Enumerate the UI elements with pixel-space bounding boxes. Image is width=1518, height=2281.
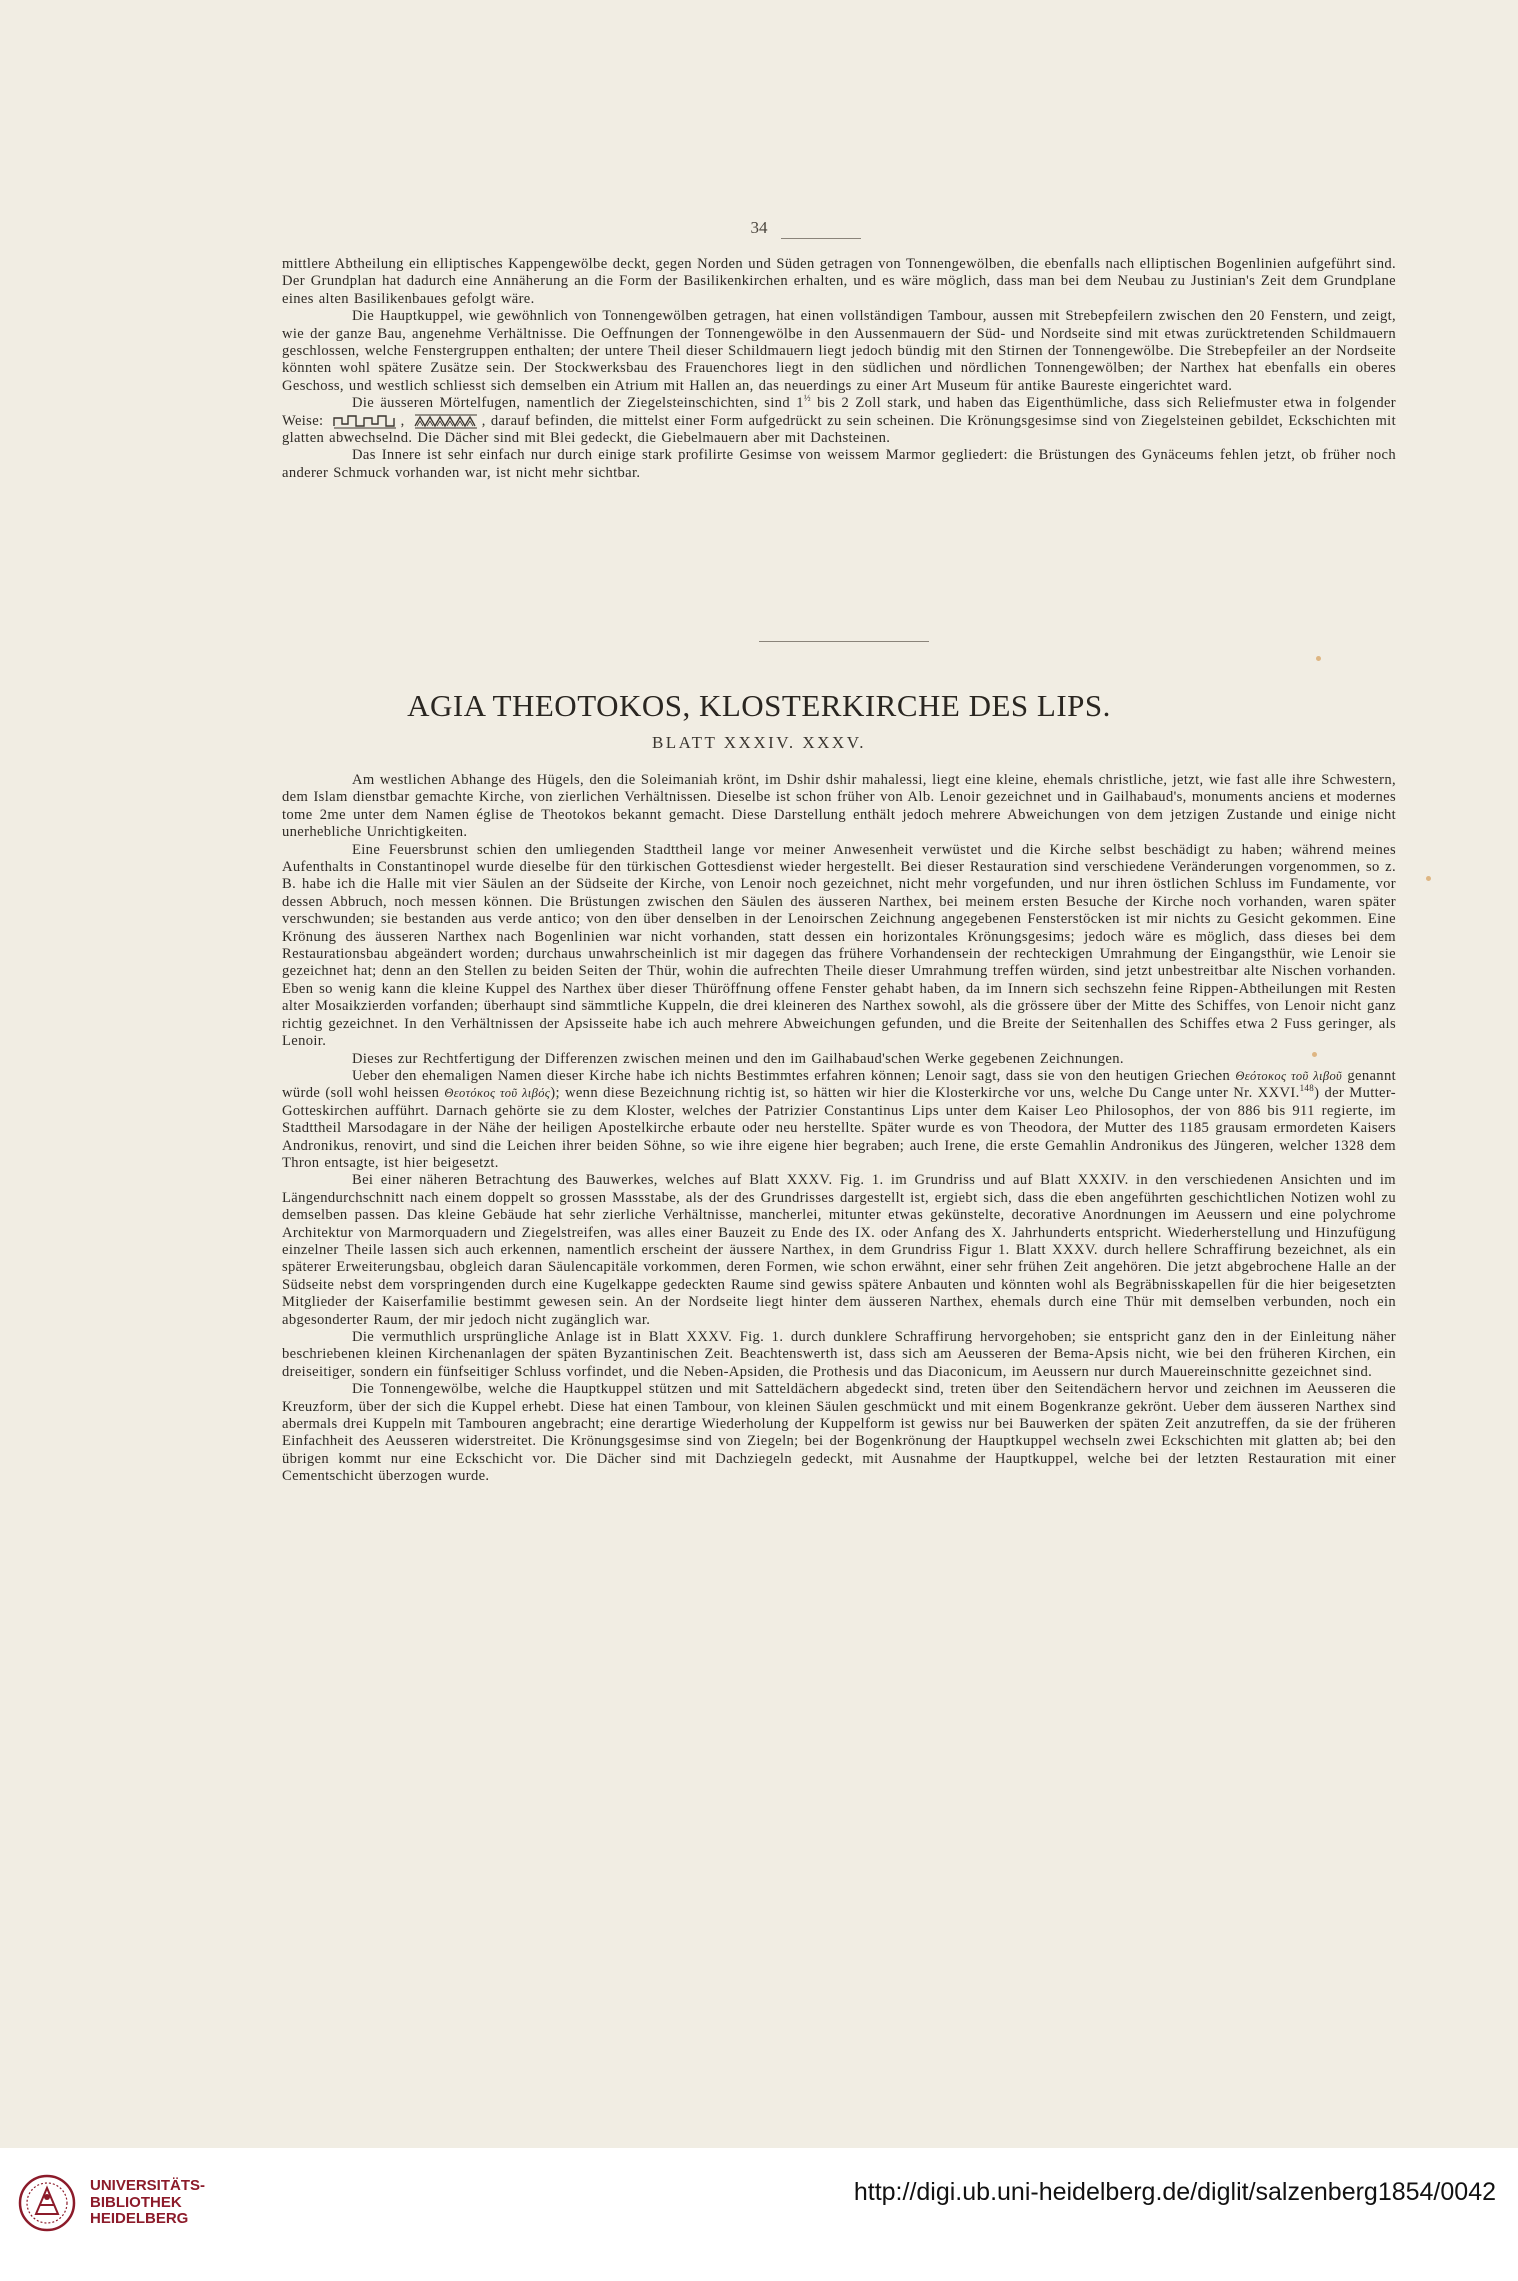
ueber-text-1: Ueber den ehemaligen Namen dieser Kirche habe ich nichts Bestimmtes erfahren können; Lenoir sagt, dass sie von den heutigen Griechen — [352, 1067, 1236, 1084]
top-text-block — [282, 256, 1396, 482]
paragraph-innere: Das Innere ist sehr einfach nur durch einige stark profilirte Gesimse von weissem Marmor gegliedert: die Brüstungen des Gynäceums fehlen jetzt, ob früher noch anderer Schmuck vorhanden war, ist nicht mehr sichtbar. — [282, 447, 1396, 481]
foxing-spot — [1316, 656, 1321, 661]
greek-name-2: Θεοτόκος τοῦ λιβός — [444, 1086, 551, 1101]
foxing-spot — [1426, 876, 1431, 881]
paragraph-westlichen: Am westlichen Abhange des Hügels, den die Soleimaniah krönt, im Dshir dshir mahalessi, liegt eine kleine, ehemals christliche, jetzt, wie fast alle ihre Schwestern, dem Islam dienstbar gemachte Kirche, von zierlichen Verhältnissen. Dieselbe ist schon früher von Alb. Lenoir gezeichnet und in Gailhabaud's, monuments anciens et modernes tome 2me unter dem Namen église de Theotokos bekannt gemacht. Diese Darstellung enthält jedoch mehrere Abweichungen von dem jetzigen Zustande und einige nicht unerhebliche Unrichtigkeiten. — [282, 772, 1396, 841]
meander-ornament-icon — [332, 413, 398, 429]
paragraph-hauptkuppel: Die Hauptkuppel, wie gewöhnlich von Tonnengewölben getragen, hat einen vollständigen Tambour, aussen mit Strebepfeilern zwischen den 20 Fenstern, und zeigt, wie der ganze Bau, angenehme Verhältnisse. Die Oeffnungen der Tonnengewölbe in den Aussenmauern der Süd- und Nordseite sind mit etwas zurücktretenden Schildmauern geschlossen, welche Fenstergruppen enthalten; der untere Theil dieser Schildmauern liegt jedoch bündig mit den Stirnen der Tonnengewölbe. Die Strebepfeiler an der Nordseite könnten wohl spätere Zusätze sein. Der Stockwerksbau des Frauenchores liegt in den südlichen und nördlichen Tonnengewölben; der Narthex hat ebenfalls ein oberes Geschoss, und westlich schliesst sich demselben ein Atrium mit Hallen an, das neuerdings zu einer Art Museum für antike Baureste eingerichtet ward. — [282, 308, 1396, 394]
paragraph-rechtfertigung: Dieses zur Rechtfertigung der Differenzen zwischen meinen und den im Gailhabaud'schen Werke gegebenen Zeichnungen. — [352, 1050, 1124, 1067]
footnote-ref: 148 — [1299, 1083, 1315, 1094]
zigzag-ornament-icon — [413, 413, 479, 429]
library-name-line-2: BIBLIOTHEK — [90, 2193, 182, 2211]
ueber-text-2: genannt würde (soll wohl heissen — [282, 1067, 1397, 1102]
paragraph-moertelfugen — [282, 395, 1396, 447]
main-text-block — [282, 772, 1396, 1486]
paragraph-tonnengewoelbe: Die Tonnengewölbe, welche die Hauptkuppel stützen und mit Satteldächern abgedeckt sind, treten über den Seitendächern hervor und zeichnen im Aeusseren die Kreuzform, über der sich die Kuppel erhebt. Diese hat einen Tambour, von kleinen Säulen geschmückt und mit einem Bogenkranze gekrönt. Ueber dem äusseren Narthex sind abermals drei Kuppeln mit Tambouren angebracht; eine derartige Wiederholung der Kuppelform ist gewiss nur bei Bauwerken der späten Zeit anzutreffen, da sie der früheren Einfachheit des Aeusseren widerstreitet. Die Krönungsgesimse sind von Ziegeln; bei der Bogenkrönung der Hauptkuppel wechseln zwei Eckschichten mit glatten ab; bei den übrigen kommt nur eine Eckschicht vor. Die Dächer sind mit Dachziegeln gedeckt, mit Ausnahme der Hauptkuppel, welche bei der letzten Restauration mit einer Cementschicht überzogen wurde. — [282, 1381, 1396, 1485]
paragraph-anlage: Die vermuthlich ursprüngliche Anlage ist in Blatt XXXV. Fig. 1. durch dunklere Schraffirung hervorgehoben; sie entspricht ganz den in der Einleitung näher beschriebenen kleinen Kirchenanlagen der späten Byzantinischen Zeit. Beachtenswerth ist, dass sich am Aeusseren der Bema-Apsis nicht, wie bei den früheren Kirchen, ein dreiseitiger, sondern ein fünfseitiger Schluss vorfindet, und die Neben-Apsiden, die Prothesis und das Diaconicum, im Aeussern nur durch Mauereinschnitte gezeichnet sind. — [282, 1329, 1396, 1380]
section-subtitle: BLATT XXXIV. XXXV. — [651, 733, 867, 752]
library-name-line-3: HEIDELBERG — [90, 2210, 189, 2227]
paragraph-feuersbrunst: Eine Feuersbrunst schien den umliegenden Stadttheil lange vor meiner Anwesenheit verwüstet und die Kirche selbst beschädigt zu haben; während meines Aufenthalts in Constantinopel wurde dieselbe für den türkischen Gottesdienst wieder hergestellt. Bei dieser Restauration sind verschiedene Veränderungen vorgenommen, so z. B. habe ich die Halle mit vier Säulen an der Südseite der Kirche, von Lenoir noch gezeichnet, nicht mehr vorgefunden, und nur ihren östlichen Schluss im Fundamente, vor dessen Abbruch, noch messen können. Die Brüstungen zwischen den Säulen des äusseren Narthex, bei meinem ersten Besuche der Kirche noch vorhanden, waren später verschwunden; sie bestanden aus verde antico; von den über denselben in der Lenoirschen Zeichnung angegebenen Fensterstöcken ist mir nichts zu Gesicht gekommen. Eine Krönung des äusseren Narthex nach Bogenlinien war nicht vorhanden, statt dessen ein horizontales Krönungsgesims; jedoch wäre es möglich, dass dieses bei dem Restaurationsbau abgeändert worden; durchaus unwahrscheinlich ist mir dagegen das frühere Vorhandensein der rechteckigen Umrahmung der Eingangsthür, wie Lenoir sie gezeichnet hat; denn an den Stellen zu beiden Seiten der Thür, wohin die aufrechten Theile dieser Umrahmung treffen würden, sind jetzt unbestreitbar alte Nischen vorhanden. Eben so wenig kann die kleine Kuppel des Narthex über dieser Thüröffnung offene Fenster gehabt haben, da im Innern sich sechszehn feine Rippen-Abtheilungen mit Resten alter Mosaikzierden vorfanden; überhaupt sind sämmtliche Kuppeln, die drei kleineren des Narthex sowohl, als die grössere über der Mitte des Schiffes, von Lenoir nicht ganz richtig gezeichnet. In den Verhältnissen der Apsisseite habe ich auch mehrere Abweichungen gefunden, und die Breite der Seitenhallen des Schiffes etwa 2 Fuss geringer, als Lenoir. — [282, 841, 1396, 1050]
foxing-spot — [1312, 1052, 1317, 1057]
page-number: 34 — [750, 218, 768, 237]
library-name[interactable] — [90, 2178, 205, 2228]
moertel-sep: , — [400, 412, 405, 429]
heidelberg-seal-icon[interactable] — [18, 2174, 76, 2232]
ueber-text-3: ); wenn diese Bezeichnung richtig ist, so hätten wir hier die Klosterkirche vor uns, welche Du Cange unter Nr. XXVI. — [550, 1085, 1300, 1102]
ueber-text-4: ) der Mutter-Gotteskirchen aufführt. Darnach gehörte sie zu dem Kloster, welches der Patrizier Constantinus Lips unter dem Kaiser Leo Philosophos, der von 886 bis 911 regierte, im Stadttheil Marsodagare in der Nähe der heiligen Apostelkirche erbaute oder neu herstellte. Später wurde es von Theodora, der Mutter des 1185 grausam ermordeten Kaisers Andronikus, renovirt, und sind die Leichen ihrer beiden Söhne, so wie ihre eigene hier begraben; auch Irene, die erste Gemahlin Andronikus des Jüngeren, welcher 1328 dem Thron entsagte, ist hier beigesetzt. — [282, 1085, 1396, 1171]
moertel-text-2: bis 2 Zoll stark, und haben das Eigenthümliche, dass sich Reliefmuster etwa in folgender Weise: — [282, 395, 1397, 429]
permalink-url[interactable]: http://digi.ub.uni-heidelberg.de/diglit/salzenberg1854/0042 — [853, 2178, 1496, 2206]
paragraph-continued: mittlere Abtheilung ein elliptisches Kappengewölbe deckt, gegen Norden und Süden getragen von Tonnengewölben, die ebenfalls nach elliptischen Bogenlinien aufgeführt sind. Der Grundplan hat dadurch eine Annäherung an die Form der Basilikenkirchen erhalten, und es wäre möglich, dass man bei dem Neubau zu Justinian's Zeit dem Grundplane eines alten Basilikenbaues gefolgt wäre. — [282, 256, 1396, 307]
page-number-rule — [781, 238, 861, 239]
moertel-text-1: Die äusseren Mörtelfugen, namentlich der Ziegelsteinschichten, sind 1 — [352, 395, 804, 412]
fraction: ½ — [803, 393, 811, 404]
library-name-line-1: UNIVERSITÄTS- — [90, 2177, 206, 2194]
section-divider — [759, 641, 929, 642]
paragraph-betrachtung: Bei einer näheren Betrachtung des Bauwerkes, welches auf Blatt XXXV. Fig. 1. im Grundriss und auf Blatt XXXIV. in den verschiedenen Ansichten und im Längendurchschnitt nach einem doppelt so grossen Massstabe, als der des Grundrisses dargestellt ist, ergiebt sich, dass die eben angeführten geschichtlichen Notizen wohl zu demselben passen. Das kleine Gebäude hat sehr zierliche Verhältnisse, mancherlei, mitunter etwas gekünstelte, decorative Anordnungen im Aeussern und eine polychrome Architektur von Marmorquadern und Ziegelstreifen, was alles einer Bauzeit zu Ende des IX. oder Anfang des X. Jahrhunderts entspricht. Wiederherstellung und Hinzufügung einzelner Theile lassen sich auch erkennen, namentlich erscheint der äussere Narthex, in dem Grundriss Figur 1. Blatt XXXV. durch hellere Schraffirung bezeichnet, als ein späterer Erweiterungsbau, obgleich daran Säulencapitäle vorkommen, deren Formen, wie schon erwähnt, einer sehr frühen Zeit angehören. Die jetzt abgebrochene Halle an der Südseite nebst dem vorspringenden durch eine Kugelkappe gedeckten Raume sind gewiss spätere Anbauten und könnten wohl als Begräbnisskapellen für die hier beigesetzten Mitglieder der Kaiserfamilie bestimmt gewesen sein. An der Nordseite liegt hinter dem äusseren Narthex, ehemals durch eine Thür mit demselben verbunden, noch ein abgesonderter Raum, der mir jedoch nicht zugänglich war. — [282, 1172, 1396, 1328]
moertel-text-3: , darauf befinden, die mittelst einer Form aufgedrückt zu sein scheinen. Die Krönungsgesimse sind von Ziegelsteinen gebildet, Eckschichten mit glatten abwechselnd. Die Dächer sind mit Blei gedeckt, die Giebelmauern aber mit Dachsteinen. — [282, 412, 1396, 447]
section-title: AGIA THEOTOKOS, KLOSTERKIRCHE DES LIPS. — [407, 688, 1111, 723]
library-footer — [0, 2148, 1518, 2281]
greek-name-1: Θεότοκος τοῦ λιβοῦ — [1235, 1068, 1343, 1083]
paragraph-ehemaliger-name — [282, 1068, 1396, 1172]
